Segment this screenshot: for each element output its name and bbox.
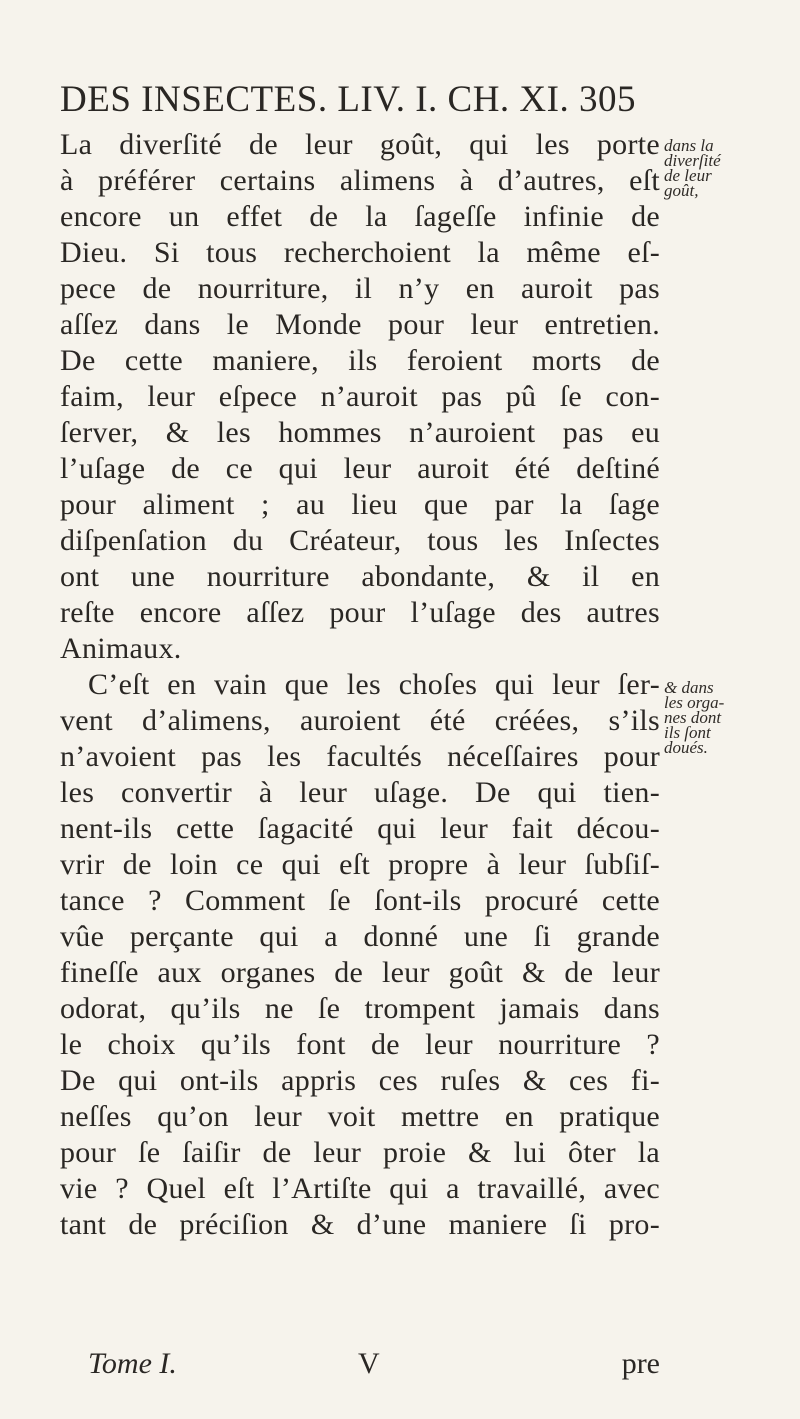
text-line: encore un effet de la ſageſſe infinie de: [60, 200, 660, 233]
margin-note-line: de leur: [664, 166, 712, 185]
text-line: à préférer certains alimens à d’autres, eſt: [60, 164, 660, 197]
text-line: tance ? Comment ſe ſont-ils procuré cette: [60, 884, 660, 917]
margin-note-line: & dans: [664, 678, 714, 697]
text-line: pece de nourriture, il n’y en auroit pas: [60, 272, 660, 305]
text-line: vent d’alimens, auroient été créées, s’ils: [60, 704, 660, 737]
margin-note-line: doués.: [664, 738, 708, 757]
text-line: pour ſe ſaiſir de leur proie & lui ôter la: [60, 1136, 660, 1169]
text-line: n’avoient pas les facultés néceſſaires pour: [60, 740, 660, 773]
margin-note-organs: [664, 680, 760, 755]
text-line: neſſes qu’on leur voit mettre en pratique: [60, 1100, 660, 1133]
catchword: pre: [621, 1347, 660, 1380]
margin-note-line: ils ſont: [664, 723, 711, 742]
text-line: vie ? Quel eſt l’Artiſte qui a travaillé, avec: [60, 1172, 660, 1205]
text-line: odorat, qu’ils ne ſe trompent jamais dans: [60, 992, 660, 1025]
text-line: aſſez dans le Monde pour leur entretien.: [60, 308, 660, 341]
signature-mark: V: [358, 1347, 380, 1380]
running-head: [60, 78, 660, 122]
margin-note-taste: [664, 138, 760, 198]
text-line: faim, leur eſpece n’auroit pas pû ſe con-: [60, 380, 660, 413]
margin-note-line: dans la: [664, 136, 714, 155]
margin-note-line: goût,: [664, 181, 699, 200]
text-line: nent-ils cette ſagacité qui leur fait décou-: [60, 812, 660, 845]
running-head-title: DES INSECTES. LIV. I. CH. XI.: [60, 79, 570, 120]
text-line: diſpenſation du Créateur, tous les Inſectes: [60, 524, 660, 557]
text-line: De qui ont-ils appris ces ruſes & ces fi-: [60, 1064, 660, 1097]
text-line: La diverſité de leur goût, qui les porte: [60, 128, 660, 161]
volume-label: Tome I.: [88, 1347, 177, 1380]
text-line: Animaux.: [60, 632, 182, 665]
text-line: les convertir à leur uſage. De qui tien-: [60, 776, 660, 809]
text-line: C’eſt en vain que les choſes qui leur ſer-: [88, 668, 660, 701]
text-line: reſte encore aſſez pour l’uſage des autres: [60, 596, 660, 629]
margin-note-line: diverſité: [664, 151, 721, 170]
text-line: pour aliment ; au lieu que par la ſage: [60, 488, 660, 521]
text-line: vrir de loin ce qui eſt propre à leur ſubſiſ-: [60, 848, 660, 881]
text-line: vûe perçante qui a donné une ſi grande: [60, 920, 660, 953]
text-line: ont une nourriture abondante, & il en: [60, 560, 660, 593]
text-line: l’uſage de ce qui leur auroit été deſtiné: [60, 452, 660, 485]
text-line: le choix qu’ils font de leur nourriture ?: [60, 1028, 660, 1061]
page-number: 305: [578, 79, 636, 120]
margin-note-line: les orga-: [664, 693, 725, 712]
text-line: De cette maniere, ils feroient morts de: [60, 344, 660, 377]
margin-note-line: nes dont: [664, 708, 722, 727]
text-line: ſerver, & les hommes n’auroient pas eu: [60, 416, 660, 449]
text-line: tant de préciſion & d’une maniere ſi pro-: [60, 1208, 660, 1241]
text-line: fineſſe aux organes de leur goût & de leur: [60, 956, 660, 989]
page-footer: [88, 1346, 660, 1382]
body-text: [60, 127, 660, 1243]
text-line: Dieu. Si tous recherchoient la même eſ-: [60, 236, 660, 269]
